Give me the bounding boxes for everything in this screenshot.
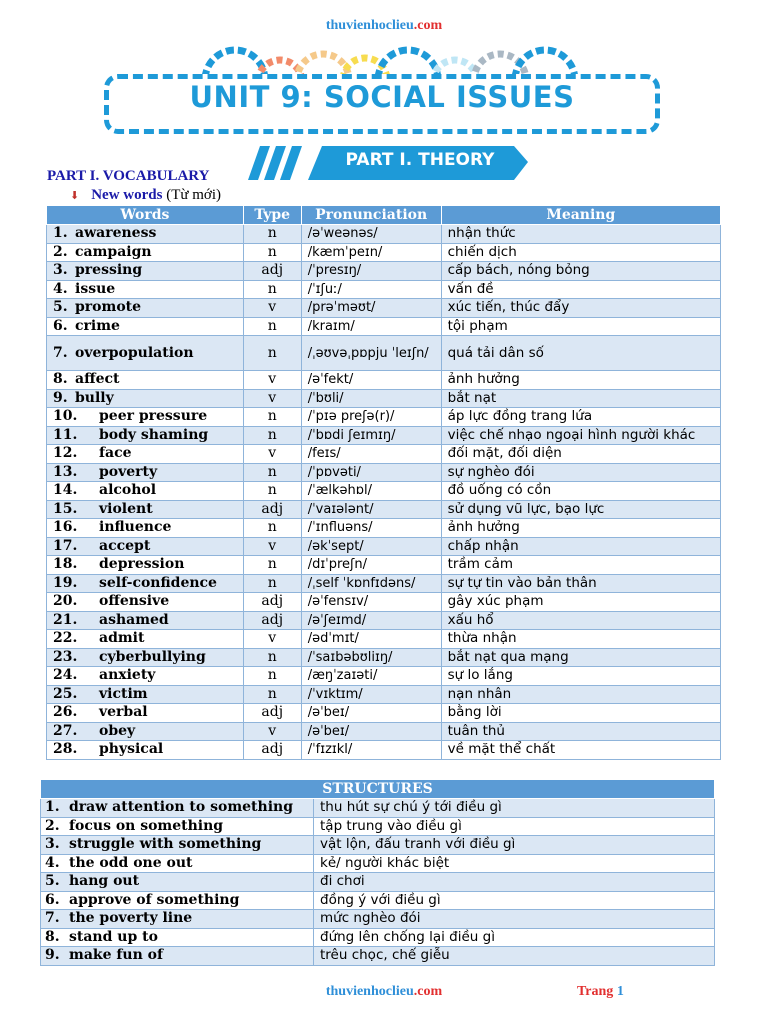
word-cell [47,317,244,336]
meaning-cell: xúc tiến, thúc đẩy [441,299,720,318]
pronunciation-cell: /prəˈməʊt/ [301,299,441,318]
meaning-cell: việc chế nhạo ngoại hình người khác [441,426,720,445]
meaning-cell: trầm cảm [441,556,720,575]
row-number: 24. [53,667,78,684]
table-row [47,463,721,482]
row-number: 27. [53,722,78,739]
type-cell: n [243,685,301,704]
word-cell [47,426,244,445]
meaning-cell: sự nghèo đói [441,463,720,482]
row-number: 6. [53,317,68,334]
meaning-cell: áp lực đồng trang lứa [441,408,720,427]
type-cell: n [243,667,301,686]
page-label: Trang [577,984,614,999]
meaning-cell: trêu chọc, chế giễu [314,947,715,966]
row-number: 21. [53,611,78,628]
phrase-cell [41,854,314,873]
table-row [47,556,721,575]
table-row [47,667,721,686]
word-cell [47,299,244,318]
table-row [47,537,721,556]
table-row [47,519,721,538]
pronunciation-cell: /əˈbeɪ/ [301,704,441,723]
type-cell: v [243,722,301,741]
pronunciation-cell: /ˌself ˈkɒnfɪdəns/ [301,574,441,593]
pronunciation-cell: /əkˈsept/ [301,537,441,556]
row-number: 12. [53,445,78,462]
pronunciation-cell: /ˈpɪə preʃə(r)/ [301,408,441,427]
word-text: victim [99,685,148,702]
word-cell [47,262,244,281]
meaning-cell: cấp bách, nóng bỏng [441,262,720,281]
table-row [47,611,721,630]
word-text: influence [99,519,172,536]
row-number: 14. [53,482,78,499]
row-number: 10. [53,408,78,425]
type-cell: adj [243,741,301,760]
word-text: verbal [99,704,148,721]
table-row [47,741,721,760]
row-number: 23. [53,648,78,665]
phrase-text: the poverty line [69,910,193,927]
new-words-note: (Từ mới) [166,187,222,203]
phrase-text: make fun of [69,947,163,964]
meaning-cell: quá tải dân số [441,336,720,371]
word-cell [47,500,244,519]
pronunciation-cell: /əˈfekt/ [301,371,441,390]
phrase-cell [41,891,314,910]
table-row [47,445,721,464]
word-text: violent [99,500,153,517]
table-row [47,704,721,723]
word-text: promote [75,299,142,316]
word-text: pressing [75,262,143,279]
meaning-cell: tội phạm [441,317,720,336]
table-row [41,873,715,892]
header-words: Words [47,206,244,225]
type-cell: v [243,371,301,390]
phrase-cell [41,836,314,855]
meaning-cell: tập trung vào điều gì [314,817,715,836]
new-words-heading [70,187,221,204]
section-title: PART I. VOCABULARY [47,168,210,184]
row-number: 19. [53,574,78,591]
word-cell [47,537,244,556]
pronunciation-cell: /ˈælkəhɒl/ [301,482,441,501]
meaning-cell: thừa nhận [441,630,720,649]
row-number: 11. [53,426,78,443]
bullet-arrow-icon: ⬇ [70,190,80,202]
word-text: physical [99,741,164,758]
meaning-cell: chấp nhận [441,537,720,556]
table-row [47,262,721,281]
site-footer [0,984,768,1000]
word-cell [47,336,244,371]
phrase-cell [41,799,314,818]
table-row [47,500,721,519]
meaning-cell: sự lo lắng [441,667,720,686]
table-row [47,630,721,649]
meaning-cell: nhận thức [441,225,720,244]
table-row [47,648,721,667]
table-row [47,574,721,593]
row-number: 17. [53,537,78,554]
pronunciation-cell: /dɪˈpreʃn/ [301,556,441,575]
row-number: 13. [53,463,78,480]
type-cell: n [243,519,301,538]
new-words-label: New words [91,187,163,203]
pronunciation-cell: /ˈsaɪbəbʊliɪŋ/ [301,648,441,667]
phrase-text: stand up to [69,928,158,945]
word-text: cyberbullying [99,648,206,665]
structures-header-row [41,780,715,799]
pronunciation-cell: /ˈvaɪələnt/ [301,500,441,519]
footer-site-domain: .com [413,984,443,999]
pronunciation-cell: /ˈvɪktɪm/ [301,685,441,704]
table-row [47,389,721,408]
type-cell: v [243,630,301,649]
word-text: alcohol [99,482,157,499]
type-cell: n [243,408,301,427]
word-text: face [99,445,132,462]
phrase-cell [41,928,314,947]
row-number: 7. [53,344,68,361]
pronunciation-cell: /ˈɪʃuː/ [301,280,441,299]
type-cell: v [243,537,301,556]
row-number: 22. [53,630,78,647]
pronunciation-cell: /ədˈmɪt/ [301,630,441,649]
word-cell [47,280,244,299]
word-cell [47,722,244,741]
type-cell: n [243,280,301,299]
row-number: 20. [53,593,78,610]
type-cell: v [243,299,301,318]
phrase-cell [41,817,314,836]
word-cell [47,519,244,538]
word-text: poverty [99,463,158,480]
meaning-cell: bằng lời [441,704,720,723]
phrase-cell [41,873,314,892]
row-number: 9. [45,947,60,964]
table-row [47,426,721,445]
pronunciation-cell: /ˌəʊvəˌpɒpju ˈleɪʃn/ [301,336,441,371]
word-cell [47,704,244,723]
site-header [0,18,768,34]
part-banner-label: PART I. THEORY [345,150,495,170]
word-text: campaign [75,243,152,260]
pronunciation-cell: /əˈweənəs/ [301,225,441,244]
vocabulary-table [46,205,721,760]
meaning-cell: vấn đề [441,280,720,299]
site-name: thuvienhoclieu [325,18,414,33]
word-cell [47,611,244,630]
table-row [47,482,721,501]
type-cell: n [243,556,301,575]
row-number: 4. [45,854,60,871]
phrase-text: struggle with something [69,836,262,853]
word-text: overpopulation [75,344,194,361]
word-cell [47,630,244,649]
phrase-cell [41,910,314,929]
meaning-cell: đi chơi [314,873,715,892]
word-cell [47,741,244,760]
type-cell: adj [243,704,301,723]
phrase-text: focus on something [69,817,224,834]
word-text: issue [75,280,116,297]
word-text: body shaming [99,426,209,443]
type-cell: n [243,463,301,482]
word-text: obey [99,722,136,739]
row-number: 2. [53,243,68,260]
meaning-cell: mức nghèo đói [314,910,715,929]
type-cell: adj [243,500,301,519]
phrase-cell [41,947,314,966]
meaning-cell: đối mặt, đối diện [441,445,720,464]
word-text: accept [99,537,151,554]
word-cell [47,667,244,686]
type-cell: n [243,225,301,244]
row-number: 5. [45,873,60,890]
word-text: bully [75,389,114,406]
structures-table [40,779,715,966]
pronunciation-cell: /ˈbʊli/ [301,389,441,408]
type-cell: adj [243,593,301,612]
page-title: UNIT 9: SOCIAL ISSUES [189,80,575,114]
row-number: 9. [53,389,68,406]
table-row [41,947,715,966]
word-text: offensive [99,593,170,610]
word-text: peer pressure [99,408,208,425]
pronunciation-cell: /ˈɪnfluəns/ [301,519,441,538]
meaning-cell: chiến dịch [441,243,720,262]
word-cell [47,225,244,244]
pronunciation-cell: /kæmˈpeɪn/ [301,243,441,262]
word-cell [47,408,244,427]
word-text: awareness [75,225,157,242]
row-number: 2. [45,817,60,834]
header-structures: STRUCTURES [41,780,715,799]
row-number: 3. [53,262,68,279]
row-number: 3. [45,836,60,853]
table-row [47,280,721,299]
pronunciation-cell: /əˈbeɪ/ [301,722,441,741]
meaning-cell: đứng lên chống lại điều gì [314,928,715,947]
header-pronunciation: Pronunciation [301,206,441,225]
type-cell: v [243,389,301,408]
table-row [41,891,715,910]
row-number: 28. [53,741,78,758]
type-cell: n [243,482,301,501]
pronunciation-cell: /æŋˈzaɪəti/ [301,667,441,686]
site-domain: .com [413,18,443,33]
word-cell [47,463,244,482]
type-cell: n [243,243,301,262]
word-cell [47,685,244,704]
type-cell: n [243,426,301,445]
meaning-cell: ảnh hưởng [441,519,720,538]
header-meaning: Meaning [441,206,720,225]
table-row [47,243,721,262]
table-row [41,910,715,929]
meaning-cell: đồng ý với điều gì [314,891,715,910]
phrase-text: hang out [69,873,140,890]
pronunciation-cell: /ˈpresɪŋ/ [301,262,441,281]
phrase-text: draw attention to something [69,799,293,816]
meaning-cell: vật lộn, đấu tranh với điều gì [314,836,715,855]
type-cell: adj [243,611,301,630]
row-number: 5. [53,299,68,316]
row-number: 26. [53,704,78,721]
word-text: anxiety [99,667,156,684]
table-row [41,854,715,873]
meaning-cell: bắt nạt [441,389,720,408]
word-cell [47,574,244,593]
meaning-cell: thu hút sự chú ý tới điều gì [314,799,715,818]
row-number: 15. [53,500,78,517]
table-row [47,317,721,336]
row-number: 1. [45,799,60,816]
table-row [47,722,721,741]
pronunciation-cell: /ˈpɒvəti/ [301,463,441,482]
meaning-cell: kẻ/ người khác biệt [314,854,715,873]
table-row [47,408,721,427]
pronunciation-cell: /əˈfensɪv/ [301,593,441,612]
row-number: 8. [45,928,60,945]
type-cell: n [243,574,301,593]
word-cell [47,243,244,262]
table-row [47,685,721,704]
word-cell [47,593,244,612]
vocabulary-header-row [47,206,721,225]
table-row [41,836,715,855]
row-number: 4. [53,280,68,297]
pronunciation-cell: /ˈbɒdi ʃeɪmɪŋ/ [301,426,441,445]
word-cell [47,371,244,390]
table-row [41,928,715,947]
word-text: depression [99,556,185,573]
table-row [41,799,715,818]
page-number [577,984,624,1000]
word-cell [47,556,244,575]
phrase-text: the odd one out [69,854,193,871]
pronunciation-cell: /ˈfɪzɪkl/ [301,741,441,760]
meaning-cell: sử dụng vũ lực, bạo lực [441,500,720,519]
table-row [47,593,721,612]
row-number: 25. [53,685,78,702]
table-row [47,299,721,318]
type-cell: n [243,648,301,667]
table-row [41,817,715,836]
pronunciation-cell: /əˈʃeɪmd/ [301,611,441,630]
type-cell: v [243,445,301,464]
meaning-cell: nạn nhân [441,685,720,704]
word-text: admit [99,630,145,647]
phrase-text: approve of something [69,891,240,908]
type-cell: n [243,317,301,336]
word-text: self-confidence [99,574,217,591]
row-number: 6. [45,891,60,908]
word-cell [47,482,244,501]
row-number: 7. [45,910,60,927]
row-number: 16. [53,519,78,536]
meaning-cell: đồ uống có cồn [441,482,720,501]
word-cell [47,389,244,408]
table-row [47,371,721,390]
header-type: Type [243,206,301,225]
row-number: 1. [53,225,68,242]
word-cell [47,648,244,667]
page-number-value: 1 [616,984,624,999]
meaning-cell: xấu hổ [441,611,720,630]
type-cell: n [243,336,301,371]
row-number: 18. [53,556,78,573]
pronunciation-cell: /kraɪm/ [301,317,441,336]
table-row [47,225,721,244]
meaning-cell: bắt nạt qua mạng [441,648,720,667]
meaning-cell: gây xúc phạm [441,593,720,612]
row-number: 8. [53,371,68,388]
meaning-cell: ảnh hưởng [441,371,720,390]
meaning-cell: tuân thủ [441,722,720,741]
word-cell [47,445,244,464]
meaning-cell: sự tự tin vào bản thân [441,574,720,593]
type-cell: adj [243,262,301,281]
word-text: affect [75,371,120,388]
pronunciation-cell: /feɪs/ [301,445,441,464]
word-text: ashamed [99,611,169,628]
word-text: crime [75,317,120,334]
footer-site-name: thuvienhoclieu [325,984,414,999]
table-row [47,336,721,371]
meaning-cell: về mặt thể chất [441,741,720,760]
